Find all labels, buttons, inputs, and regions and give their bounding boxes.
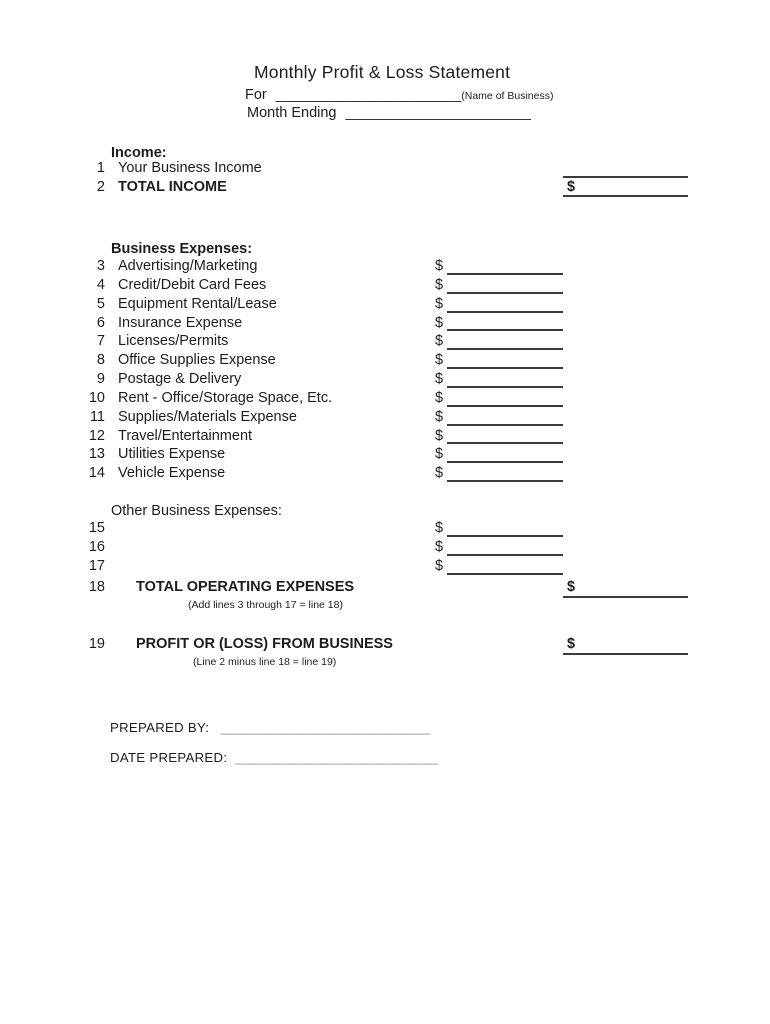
amount-blank-line-8[interactable] xyxy=(447,367,563,369)
amount-blank-line-6[interactable] xyxy=(447,329,563,331)
date-prepared-blank-field[interactable]: ____________________________ xyxy=(235,751,439,765)
dollar-sign: $ xyxy=(435,408,444,425)
dollar-sign: $ xyxy=(567,178,576,195)
line-number: 18 xyxy=(88,579,105,595)
dollar-sign: $ xyxy=(435,389,444,406)
income-section-title: Income: xyxy=(111,145,167,161)
dollar-sign: $ xyxy=(435,427,444,444)
line-number: 5 xyxy=(96,295,105,312)
dollar-sign: $ xyxy=(567,579,576,595)
business-expense-rows xyxy=(0,257,770,483)
other-expenses-section-title: Other Business Expenses: xyxy=(111,503,282,519)
line-number: 8 xyxy=(96,352,105,369)
line-number: 14 xyxy=(88,465,105,482)
dollar-sign: $ xyxy=(435,371,444,388)
dollar-sign: $ xyxy=(567,636,576,652)
line-number: 10 xyxy=(88,389,105,406)
amount-blank-line-5[interactable] xyxy=(447,311,563,313)
amount-blank-line-15[interactable] xyxy=(447,535,563,537)
expense-row xyxy=(0,445,770,464)
operating-expenses-note: (Add lines 3 through 17 = line 18) xyxy=(188,599,343,611)
date-prepared-label: DATE PREPARED: xyxy=(110,750,228,765)
row-label: Insurance Expense xyxy=(118,314,243,331)
row-label: Travel/Entertainment xyxy=(118,427,253,444)
expense-row xyxy=(0,408,770,427)
expense-row xyxy=(0,332,770,351)
income-row-1 xyxy=(0,159,770,178)
dollar-sign: $ xyxy=(435,352,444,369)
line-number: 6 xyxy=(96,314,105,331)
business-name-line xyxy=(245,87,553,103)
total-operating-expenses-label: TOTAL OPERATING EXPENSES xyxy=(136,579,355,595)
row-label: Rent - Office/Storage Space, Etc. xyxy=(118,389,333,406)
dollar-sign: $ xyxy=(435,276,444,293)
row-label: Supplies/Materials Expense xyxy=(118,408,297,425)
expense-row xyxy=(0,464,770,483)
amount-blank-line-18[interactable] xyxy=(563,596,688,598)
amount-blank-line-13[interactable] xyxy=(447,461,563,463)
dollar-sign: $ xyxy=(435,558,444,574)
other-expense-row xyxy=(0,557,770,576)
expense-row xyxy=(0,427,770,446)
line-number: 11 xyxy=(89,408,105,425)
dollar-sign: $ xyxy=(435,258,444,274)
amount-blank-line-14[interactable] xyxy=(447,480,563,482)
prepared-by-label: PREPARED BY: xyxy=(110,720,210,735)
amount-blank-line-11[interactable] xyxy=(447,424,563,426)
expense-row xyxy=(0,389,770,408)
row-label: Postage & Delivery xyxy=(118,371,242,388)
date-prepared-line xyxy=(110,750,438,765)
dollar-sign: $ xyxy=(435,520,444,536)
dollar-sign: $ xyxy=(435,446,444,463)
income-row-2 xyxy=(0,178,770,197)
business-name-blank-field[interactable]: _______________________ xyxy=(275,87,462,103)
row-label: Vehicle Expense xyxy=(118,465,226,482)
amount-blank-line-9[interactable] xyxy=(447,386,563,388)
dollar-sign: $ xyxy=(435,539,444,555)
row-label: Equipment Rental/Lease xyxy=(118,295,277,312)
row-label: Credit/Debit Card Fees xyxy=(118,276,267,293)
line-number: 2 xyxy=(96,178,105,195)
other-expense-rows xyxy=(0,519,770,576)
expense-row xyxy=(0,295,770,314)
line-number: 3 xyxy=(96,258,105,274)
row-label: Advertising/Marketing xyxy=(118,258,258,274)
expense-row xyxy=(0,257,770,276)
page-title: Monthly Profit & Loss Statement xyxy=(254,62,511,82)
amount-blank-line-10[interactable] xyxy=(447,405,563,407)
line-number: 19 xyxy=(88,636,105,652)
line-number: 12 xyxy=(88,427,105,444)
line-number: 7 xyxy=(96,333,105,350)
amount-blank-line-17[interactable] xyxy=(447,573,563,575)
name-of-business-note: (Name of Business) xyxy=(461,90,554,102)
prepared-by-line xyxy=(110,720,431,735)
row-label: Office Supplies Expense xyxy=(118,352,276,369)
month-ending-label: Month Ending xyxy=(247,105,337,121)
line-number: 9 xyxy=(96,371,105,388)
expense-row xyxy=(0,351,770,370)
amount-blank-line-2[interactable] xyxy=(563,195,688,197)
profit-loss-label: PROFIT OR (LOSS) FROM BUSINESS xyxy=(136,636,393,652)
business-expenses-section-title: Business Expenses: xyxy=(111,241,253,257)
line-number: 4 xyxy=(96,276,105,293)
other-expense-row xyxy=(0,538,770,557)
line-number: 17 xyxy=(88,558,105,574)
amount-blank-line-19[interactable] xyxy=(563,653,688,655)
amount-blank-line-4[interactable] xyxy=(447,292,563,294)
dollar-sign: $ xyxy=(435,333,444,350)
expense-row xyxy=(0,314,770,333)
dollar-sign: $ xyxy=(435,465,444,482)
dollar-sign: $ xyxy=(435,295,444,312)
row-label: Your Business Income xyxy=(118,160,262,176)
line-number: 13 xyxy=(88,446,105,463)
expense-row xyxy=(0,370,770,389)
line-number: 16 xyxy=(88,539,105,555)
line-number: 1 xyxy=(96,160,105,176)
amount-blank-line-3[interactable] xyxy=(447,273,563,275)
prepared-by-blank-field[interactable]: _____________________________ xyxy=(220,721,431,735)
month-ending-blank-field[interactable]: _______________________ xyxy=(345,105,531,121)
total-operating-expenses-row xyxy=(0,577,770,598)
profit-loss-row xyxy=(0,634,770,655)
expense-row xyxy=(0,276,770,295)
profit-loss-note: (Line 2 minus line 18 = line 19) xyxy=(193,656,337,668)
dollar-sign: $ xyxy=(435,314,444,331)
total-income-label: TOTAL INCOME xyxy=(118,178,227,195)
for-label: For xyxy=(245,87,267,103)
income-rows xyxy=(0,159,770,197)
row-label: Utilities Expense xyxy=(118,446,226,463)
month-ending-line xyxy=(247,105,531,121)
amount-blank-line-12[interactable] xyxy=(447,442,563,444)
amount-blank-line-7[interactable] xyxy=(447,348,563,350)
line-number: 15 xyxy=(88,520,105,536)
other-expense-row xyxy=(0,519,770,538)
row-label: Licenses/Permits xyxy=(118,333,229,350)
amount-blank-line-16[interactable] xyxy=(447,554,563,556)
